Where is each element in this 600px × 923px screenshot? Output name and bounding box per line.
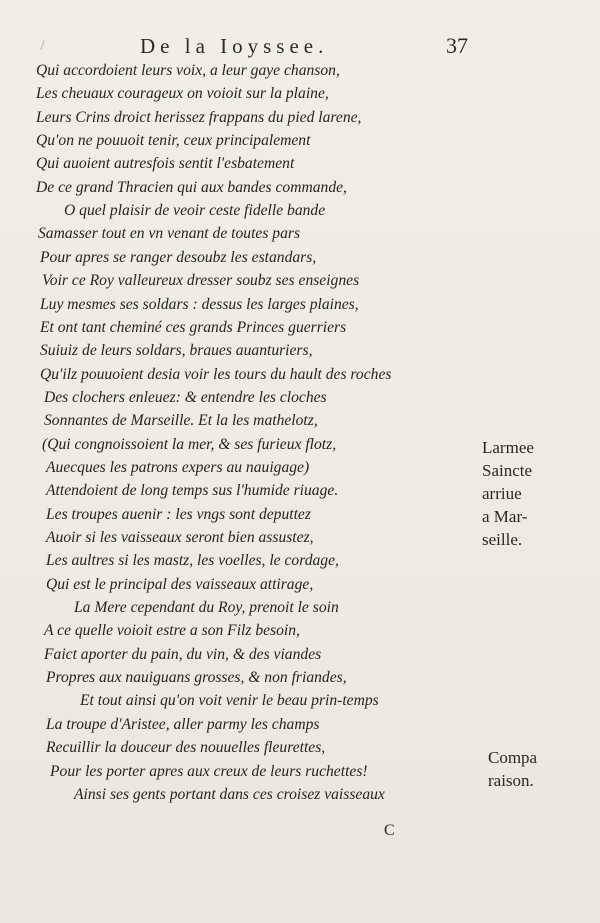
poem-line: Et tout ainsi qu'on voit venir le beau prin-temps <box>80 692 379 710</box>
page-number: 37 <box>446 33 468 58</box>
margin-note-comparison <box>488 746 598 792</box>
poem-line: Auecques les patrons expers au nauigage) <box>46 458 310 476</box>
poem-line: Les troupes auenir : les vngs sont deputtez <box>46 505 311 523</box>
poem-line: Auoir si les vaisseaux seront bien assustez, <box>46 529 314 546</box>
poem-line: Pour apres se ranger desoubz les estandars, <box>40 248 317 266</box>
margin-note-line: seille. <box>482 530 523 549</box>
poem-line: Qui accordoient leurs voix, a leur gaye chanson, <box>36 62 340 79</box>
poem-line: Les cheuaux courageux on voioit sur la plaine, <box>36 85 329 103</box>
poem-line: Voir ce Roy valleureux dresser soubz ses enseignes <box>42 272 360 290</box>
poem-line: Qu'on ne pouuoit tenir, ceux principalement <box>36 132 311 150</box>
poem-line: (Qui congnoissoient la mer, & ses furieux flotz, <box>42 435 337 453</box>
poem-line: Leurs Crins droict herissez frappans du pied larene, <box>36 108 362 126</box>
margin-note-army-arrives <box>482 436 592 551</box>
poem-line: La Mere cependant du Roy, prenoit le soin <box>74 599 339 617</box>
margin-note-line: a Mar- <box>482 507 528 526</box>
poem-line: La troupe d'Aristee, aller parmy les champs <box>46 715 320 733</box>
margin-note-line: Compa <box>488 748 538 767</box>
poem-line: De ce grand Thracien qui aux bandes commande, <box>36 178 347 196</box>
poem-line: Des clochers enleuez: & entendre les cloches <box>44 388 327 406</box>
poem-line: Sonnantes de Marseille. Et la les mathelotz, <box>44 412 318 430</box>
margin-note-line: Larmee <box>482 438 534 457</box>
margin-note-line: arriue <box>482 484 522 503</box>
margin-note-line: raison. <box>488 771 534 790</box>
poem-line: Propres aux nauiguans grosses, & non friandes, <box>46 669 347 687</box>
poem-line: Pour les porter apres aux creux de leurs ruchettes! <box>50 762 368 780</box>
poem-line: Et ont tant cheminé ces grands Princes guerriers <box>40 318 347 336</box>
poem-line: Suiuiz de leurs soldars, braues auanturiers, <box>40 342 313 360</box>
running-title: De la Ioyssee. <box>140 34 329 58</box>
poem-line: O quel plaisir de veoir ceste fidelle bande <box>64 202 326 220</box>
poem-line: Recuillir la douceur des nouuelles fleurettes, <box>46 739 326 757</box>
signature-mark: C <box>384 822 395 839</box>
poem-line: Qui auoient autresfois sentit l'esbatement <box>36 155 295 173</box>
poem-line: Luy mesmes ses soldars : dessus les larges plaines, <box>40 295 359 313</box>
poem-line: Faict aporter du pain, du vin, & des viandes <box>44 645 322 663</box>
poem-line: Qu'ilz pouuoient desia voir les tours du hault des roches <box>40 365 392 383</box>
poem-line: Attendoient de long temps sus l'humide riuage. <box>46 482 339 500</box>
poem-line: Les aultres si les mastz, les voelles, le cordage, <box>46 552 339 570</box>
poem-line: Samasser tout en vn venant de toutes pars <box>38 225 301 243</box>
poem-line: Ainsi ses gents portant dans ces croisez vaisseaux <box>74 785 385 803</box>
margin-note-line: Saincte <box>482 461 533 480</box>
poem-line: Qui est le principal des vaisseaux attirage, <box>46 575 314 593</box>
poem-line: A ce quelle voioit estre a son Filz besoin, <box>44 622 300 640</box>
